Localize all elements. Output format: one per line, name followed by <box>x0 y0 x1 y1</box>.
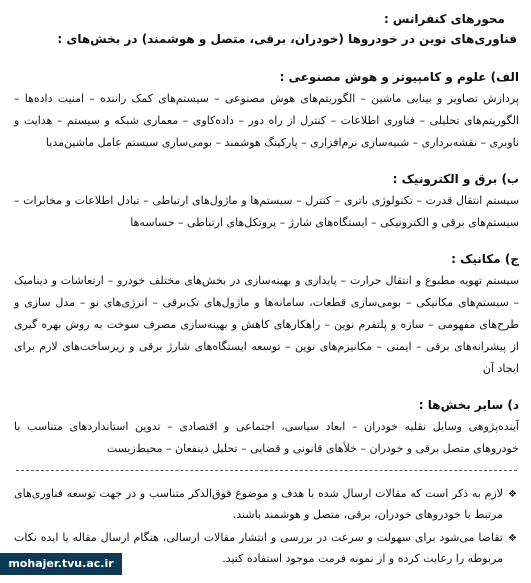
conference-topics-heading: فناوری‌های نوین در خودروها (خودران، برقی، متصل و هوشمند) در بخش‌های : <box>57 32 517 46</box>
diamond-bullet-icon: ❖ <box>508 489 517 500</box>
site-watermark: mohajer.tvu.ac.ir <box>0 553 122 575</box>
section-body: پردازش تصاویر و بینایی ماشین – الگوریتم‌های هوش مصنوعی – سیستم‌های کمک راننده – امنیت داده‌ها – الگوریتم‌های تحلیلی – فناوری اطلاعات – کنترل از راه دور – داده‌کاوی – معماری شبکه و سیستم – هدایت و ناوبری – نقشه‌برداری – شبیه‌سازی نرم‌افزاری – پارکینگ هوشمند – بومی‌سازی سیستم عامل ماشین‌مدیا <box>14 92 519 149</box>
section-title: ج) مکانیک : <box>451 252 519 266</box>
section-body: آینده‌پژوهی وسایل نقلیه خودران – ابعاد سیاسی، اجتماعی و اقتصادی – تدوین استانداردهای متناسب با خودروهای متصل برقی و خودران – خلأهای قانونی و قضایی – تحلیل ذینفعان – محیط‌زیست <box>14 420 519 455</box>
conference-topics-label: محورهای کنفرانس : <box>383 12 505 26</box>
dashed-divider <box>16 470 517 471</box>
section-body: سیستم انتقال قدرت – تکنولوژی باتری – کنترل – سیستم‌ها و ماژول‌های ارتباطی – تبادل اطلاعات و مخابرات – سیستم‌های برقی و الکترونیکی – ایستگاه‌های شارژ – پروتکل‌های ارتباطی – حساسه‌ها <box>14 194 519 229</box>
section-other <box>14 396 519 460</box>
list-item <box>14 483 519 525</box>
note-text: لازم به ذکر است که مقالات ارسال شده با هدف و موضوع فوق‌الذکر متناسب و در جهت توسعه فناوری‌های مرتبط با خودروهای خودران، برقی، متصل و هوشمند باشند. <box>14 487 503 521</box>
diamond-bullet-icon: ❖ <box>508 533 517 544</box>
note-text: تقاضا می‌شود برای سهولت و سرعت در بررسی و انتشار مقالات ارسالی، هنگام ارسال مقاله یا ایده نکات مربوطه را رعایت کرده و از نمونه فرمت موجود استفاده کنید. <box>14 531 503 565</box>
section-body: سیستم تهویه مطبوع و انتقال حرارت – پایداری و بهینه‌سازی در بخش‌های مختلف خودرو – ارتعاشات و دینامیک – سیستم‌های مکانیکی – بومی‌سازی قطعات، سامانه‌ها و ماژول‌های تک‌برقی – انرژی‌های نو – مدل سازی و طرح‌های مفهومی – سازه و پلتفرم نوین – راهکارهای کاهش و بهینه‌سازی مصرف سوخت به روش بهره گیری از پیشرانه‌های برقی – ایمنی – مکانیزم‌های نوین – توسعه ایستگاه‌های شارژ برقی و زیرساخت‌های لازم برای ایجاد آن <box>14 274 519 375</box>
section-title: د) سایر بخش‌ها : <box>418 398 519 412</box>
section-electrical <box>14 170 519 234</box>
section-title: ب) برق و الکترونیک : <box>392 172 519 186</box>
section-mechanical <box>14 250 519 380</box>
section-computer-ai <box>14 68 519 154</box>
section-title: الف) علوم و کامپیوتر و هوش مصنوعی : <box>279 70 519 84</box>
